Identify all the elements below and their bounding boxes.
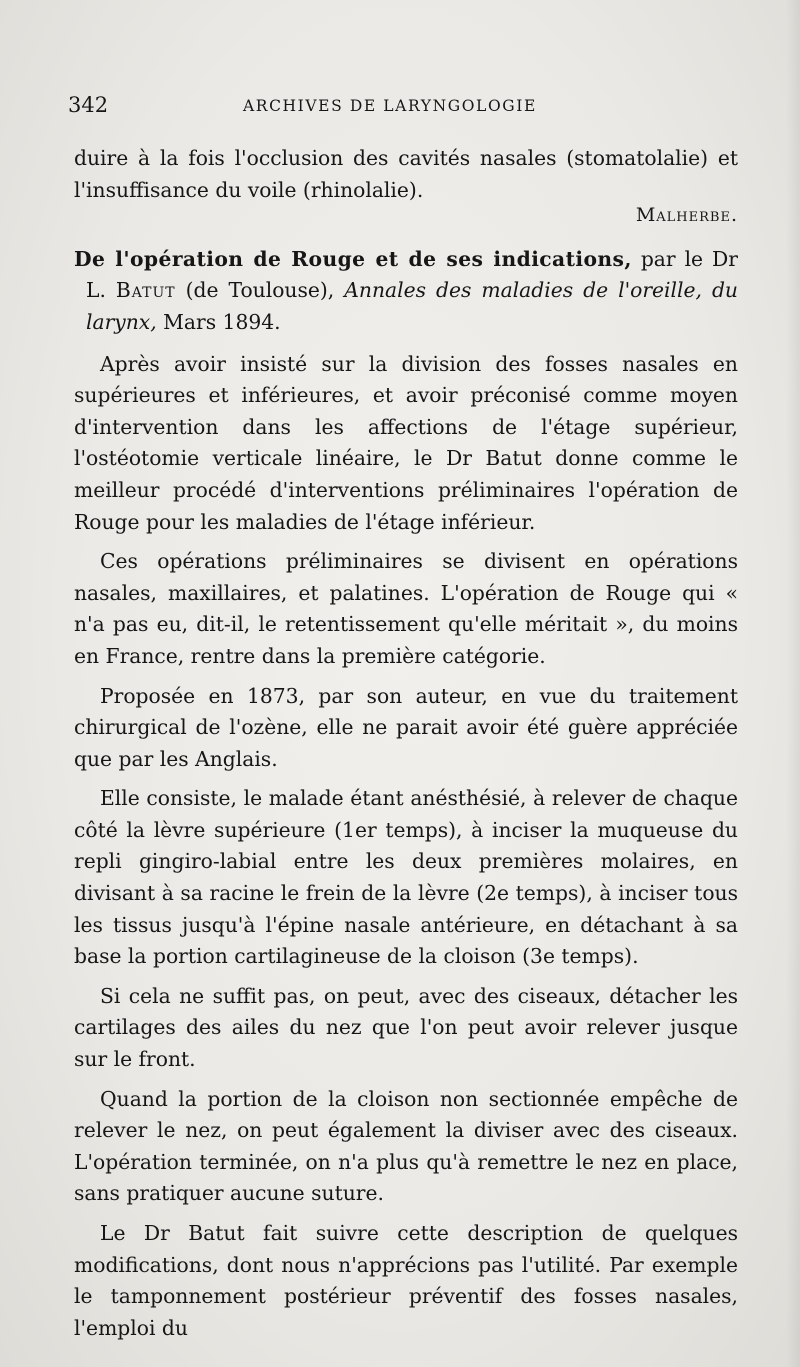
paragraph: Proposée en 1873, par son auteur, en vue du traitement chirurgical de l'ozène, elle ne parait avoir été guère appréciée que par les Anglais.: [74, 683, 738, 771]
page-edge-shadow: [786, 0, 800, 1367]
review-journal: Annales des maladies de l'oreille, du larynx,: [86, 278, 738, 334]
page-number: 342: [68, 93, 109, 117]
body-text: [74, 143, 738, 1352]
paragraph: Elle consiste, le malade étant anésthésié, à relever de chaque côté la lèvre supérieure (1er temps), à inciser la muqueuse du repli gingiro-labial entre les deux premières molaires, en divisant à sa racine le frein de la lèvre (2e temps), à inciser tous les tissus jusqu'à l'épine nasale antérieure, en détachant à sa base la portion cartilagineuse de la cloison (3e temps).: [74, 786, 738, 969]
paragraph: Ces opérations préliminaires se divisent en opérations nasales, maxillaires, et palatines. L'opération de Rouge qui « n'a pas eu, dit-il, le retentissement qu'elle méritait », du moins en France, rentre dans la première catégorie.: [74, 549, 738, 668]
paragraph: Le Dr Batut fait suivre cette description de quelques modifications, dont nous n'apprécions pas l'utilité. Par exemple le tamponnement postérieur préventif des fosses nasales, l'emploi du: [74, 1221, 738, 1340]
paragraph: Quand la portion de la cloison non sectionnée empêche de relever le nez, on peut également la diviser avec des ciseaux. L'opération terminée, on n'a plus qu'à remettre le nez en place, sans pratiquer aucune suture.: [74, 1086, 738, 1206]
journal-title: ARCHIVES DE LARYNGOLOGIE: [243, 97, 537, 115]
running-head: [68, 93, 738, 121]
paragraph: Si cela ne suffit pas, on peut, avec des ciseaux, détacher les cartilages des ailes du nez que l'on peut avoir relever jusque sur le front.: [74, 983, 738, 1072]
review-heading: [74, 244, 738, 339]
review-par-le: par le Dr: [640, 246, 738, 271]
review-author-place: (de Toulouse),: [185, 278, 335, 303]
review-title: De l'opération de Rouge et de ses indications,: [74, 246, 632, 271]
intro-paragraph: duire à la fois l'occlusion des cavités nasales (stomatolalie) et l'insuffisance du voile (rhinolalie).: [74, 146, 738, 202]
review-author-initial: L.: [86, 278, 106, 303]
review-date: Mars 1894.: [163, 309, 281, 334]
paragraph: Après avoir insisté sur la division des fosses nasales en supérieures et inférieures, et avoir préconisé comme moyen d'intervention dans les affections de l'étage supérieur, l'ostéotomie verticale linéaire, le Dr Batut donne comme le meilleur procédé d'interventions préliminaires l'opération de Rouge pour les maladies de l'étage inférieur.: [74, 351, 738, 534]
signature: Malherbe.: [635, 204, 738, 227]
review-author-name: Batut: [115, 278, 176, 303]
